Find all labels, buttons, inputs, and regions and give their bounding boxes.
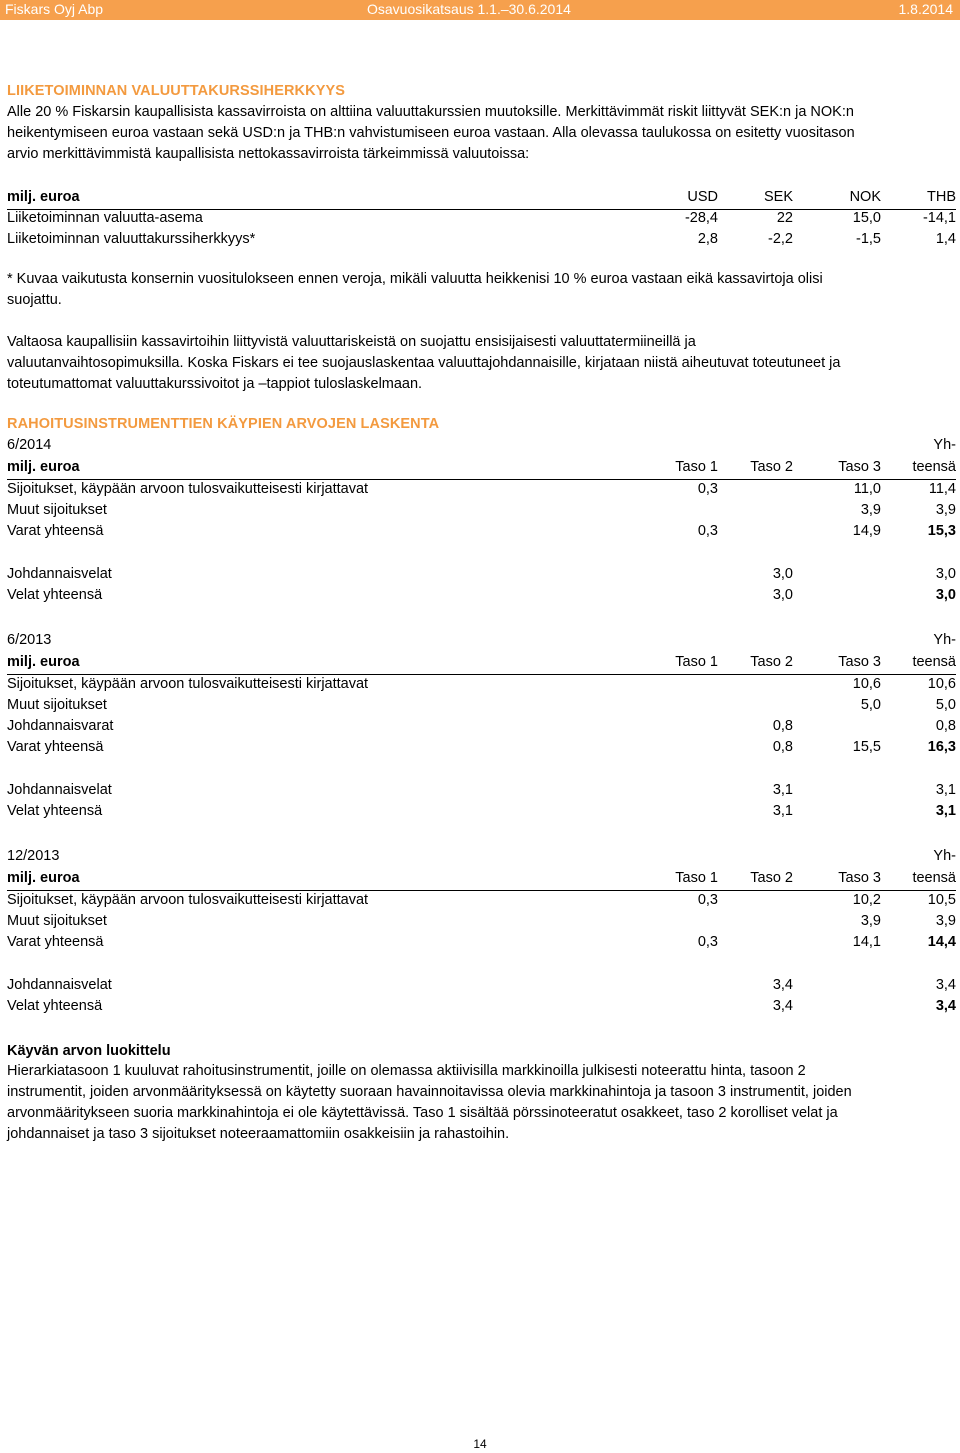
column-header: USD <box>687 189 718 205</box>
table-cell: 0,3 <box>697 523 718 539</box>
fair-value-table-header <box>7 457 956 480</box>
total-cell: 10,5 <box>927 892 956 908</box>
row-label: Johdannaisvelat <box>7 566 112 582</box>
row-label: Muut sijoitukset <box>7 502 107 518</box>
row-label: Liiketoiminnan valuutta-asema <box>7 210 203 226</box>
table-row <box>7 975 956 997</box>
fair-value-heading: RAHOITUSINSTRUMENTTIEN KÄYPIEN ARVOJEN LASKENTA <box>7 416 440 432</box>
header-report-title: Osavuosikatsaus 1.1.–30.6.2014 <box>367 1 571 17</box>
total-cell: 3,1 <box>935 803 956 819</box>
row-label: Muut sijoitukset <box>7 913 107 929</box>
table-cell: 3,0 <box>772 566 793 582</box>
fx-intro-paragraph <box>7 102 957 165</box>
table-cell: 14,1 <box>852 934 881 950</box>
text-line: arvio merkittävimmistä kaupallisista nettokassavirroista tärkeimmissä valuutoissa: <box>7 146 530 162</box>
row-label: Varat yhteensä <box>7 739 104 755</box>
row-label: Varat yhteensä <box>7 523 104 539</box>
row-label: Liiketoiminnan valuuttakurssiherkkyys* <box>7 231 256 247</box>
table-cell: 15,0 <box>852 210 881 226</box>
row-label: Sijoitukset, käypään arvoon tulosvaikutteisesti kirjattavat <box>7 892 369 908</box>
unit-label: milj. euroa <box>7 459 80 475</box>
table-row <box>7 564 956 586</box>
table-row <box>7 911 956 933</box>
text-line: johdannaiset ja taso 3 sijoitukset noteeraamattomiin osakkeisiin ja rahastoihin. <box>7 1126 510 1142</box>
total-cell: 0,8 <box>935 718 956 734</box>
unit-label: milj. euroa <box>7 189 80 205</box>
hedging-paragraph <box>7 332 957 395</box>
table-cell: 1,4 <box>935 231 956 247</box>
table-cell: 14,9 <box>852 523 881 539</box>
text-line: * Kuvaa vaikutusta konsernin vuositulokseen ennen veroja, mikäli valuutta heikkenisi 10 % euroa vastaan eikä kassavirtoja olisi <box>7 271 823 287</box>
column-header: Taso 3 <box>838 654 881 670</box>
table-cell: 11,0 <box>853 481 881 497</box>
fx-table-header <box>7 187 956 210</box>
header-company: Fiskars Oyj Abp <box>5 1 104 17</box>
table-cell: -14,1 <box>922 210 956 226</box>
table-row <box>7 890 956 912</box>
row-label: Sijoitukset, käypään arvoon tulosvaikutteisesti kirjattavat <box>7 481 369 497</box>
row-label: Sijoitukset, käypään arvoon tulosvaikutteisesti kirjattavat <box>7 676 369 692</box>
table-cell: 3,4 <box>772 998 793 1014</box>
table-cell: 3,9 <box>860 502 881 518</box>
column-header: Taso 1 <box>675 870 718 886</box>
row-label: Muut sijoitukset <box>7 697 107 713</box>
table-cell: 10,2 <box>852 892 881 908</box>
table-cell: 10,6 <box>852 676 881 692</box>
table-cell: 22 <box>776 210 793 226</box>
text-line: valuutanvaihtosopimuksilla. Koska Fiskars ei tee suojauslaskentaa valuuttajohdannaisille, kirjataan niistä aiheutuvat toteutuneet ja <box>7 355 841 371</box>
total-header-top: Yh- <box>933 632 956 648</box>
fx-footnote <box>7 269 957 311</box>
text-line: toteutumattomat valuuttakurssivoitot ja –tappiot tuloslaskelmaan. <box>7 376 423 392</box>
table-cell: -2,2 <box>768 231 793 247</box>
text-line: Hierarkiatasoon 1 kuuluvat rahoitusinstrumentit, joille on olemassa aktiivisilla markkinoilla julkisesti noteerattu hinta, tasoon 2 <box>7 1063 806 1079</box>
column-header: NOK <box>849 189 881 205</box>
period-label: 12/2013 <box>7 848 60 864</box>
row-label: Varat yhteensä <box>7 934 104 950</box>
table-cell: -28,4 <box>684 210 718 226</box>
fair-value-table-header <box>7 652 956 675</box>
total-header-top: Yh- <box>933 437 956 453</box>
table-cell: 3,1 <box>772 782 793 798</box>
unit-label: milj. euroa <box>7 870 80 886</box>
column-header: Taso 2 <box>750 654 793 670</box>
table-cell: 15,5 <box>852 739 881 755</box>
total-row <box>7 932 956 954</box>
table-cell: 0,3 <box>697 934 718 950</box>
table-cell: 3,4 <box>772 977 793 993</box>
text-line: instrumentit, joiden arvonmäärityksessä on käytetty suoraan havainnoitavissa olevia markkinahintoja ja tasoon 3 instrumentit, joiden <box>7 1084 852 1100</box>
unit-label: milj. euroa <box>7 654 80 670</box>
table-cell: 0,3 <box>697 481 718 497</box>
table-row <box>7 716 956 738</box>
row-label: Velat yhteensä <box>7 998 103 1014</box>
total-cell: 14,4 <box>927 934 956 950</box>
total-header-top: Yh- <box>933 848 956 864</box>
total-row <box>7 996 956 1018</box>
row-label: Johdannaisvelat <box>7 782 112 798</box>
fx-sensitivity-heading: LIIKETOIMINNAN VALUUTTAKURSSIHERKKYYS <box>7 83 346 99</box>
table-cell: 0,8 <box>772 739 793 755</box>
period-label: 6/2013 <box>7 632 52 648</box>
column-header: THB <box>927 189 956 205</box>
total-cell: 5,0 <box>935 697 956 713</box>
table-row <box>7 229 956 251</box>
text-line: heikentymiseen euroa vastaan sekä USD:n ja THB:n vahvistumiseen euroa vastaan. Alla olevassa taulukossa on esitetty vuositason <box>7 125 855 141</box>
total-cell: 3,4 <box>935 977 956 993</box>
classification-paragraph <box>7 1061 957 1145</box>
table-cell: 0,3 <box>697 892 718 908</box>
total-cell: 3,0 <box>935 587 956 603</box>
total-row <box>7 585 956 607</box>
table-row <box>7 500 956 522</box>
total-cell: 3,4 <box>935 998 956 1014</box>
total-row <box>7 521 956 543</box>
row-label: Johdannaisvelat <box>7 977 112 993</box>
text-line: Valtaosa kaupallisiin kassavirtoihin liittyvistä valuuttariskeistä on suojattu ensisijaisesti valuuttatermiineillä ja <box>7 334 696 350</box>
column-header: teensä <box>912 459 956 475</box>
total-cell: 10,6 <box>927 676 956 692</box>
column-header: Taso 1 <box>675 654 718 670</box>
table-cell: 3,9 <box>860 913 881 929</box>
table-cell: -1,5 <box>856 231 881 247</box>
total-row <box>7 801 956 823</box>
row-label: Velat yhteensä <box>7 587 103 603</box>
classification-heading: Käyvän arvon luokittelu <box>7 1043 171 1059</box>
total-cell: 11,4 <box>928 481 956 497</box>
total-cell: 3,9 <box>935 502 956 518</box>
page-header <box>0 0 960 20</box>
total-cell: 3,1 <box>935 782 956 798</box>
total-cell: 15,3 <box>927 523 956 539</box>
total-cell: 3,0 <box>935 566 956 582</box>
table-row <box>7 695 956 717</box>
column-header: SEK <box>763 189 793 205</box>
column-header: Taso 2 <box>750 459 793 475</box>
table-cell: 3,0 <box>772 587 793 603</box>
text-line: Alle 20 % Fiskarsin kaupallisista kassavirroista on alttiina valuuttakurssien muutoksille. Merkittävimmät riskit liittyvät SEK:n ja NOK:n <box>7 104 854 120</box>
table-cell: 0,8 <box>772 718 793 734</box>
row-label: Velat yhteensä <box>7 803 103 819</box>
table-cell: 2,8 <box>697 231 718 247</box>
page-number: 14 <box>473 1437 487 1451</box>
column-header: Taso 1 <box>675 459 718 475</box>
text-line: arvonmääritykseen suoria markkinahintoja ei ole käytettävissä. Taso 1 sisältää pörssinoteeratut osakkeet, taso 2 korolliset velat ja <box>7 1105 838 1121</box>
table-cell: 5,0 <box>860 697 881 713</box>
table-row <box>7 674 956 696</box>
column-header: teensä <box>912 870 956 886</box>
header-date: 1.8.2014 <box>898 1 953 17</box>
total-cell: 16,3 <box>927 739 956 755</box>
column-header: teensä <box>912 654 956 670</box>
table-row <box>7 780 956 802</box>
total-row <box>7 737 956 759</box>
total-cell: 3,9 <box>935 913 956 929</box>
table-cell: 3,1 <box>772 803 793 819</box>
fair-value-table-header <box>7 868 956 891</box>
text-line: suojattu. <box>7 292 62 308</box>
table-row <box>7 479 956 501</box>
period-label: 6/2014 <box>7 437 52 453</box>
table-row <box>7 208 956 230</box>
column-header: Taso 3 <box>838 870 881 886</box>
row-label: Johdannaisvarat <box>7 718 114 734</box>
column-header: Taso 3 <box>838 459 881 475</box>
column-header: Taso 2 <box>750 870 793 886</box>
